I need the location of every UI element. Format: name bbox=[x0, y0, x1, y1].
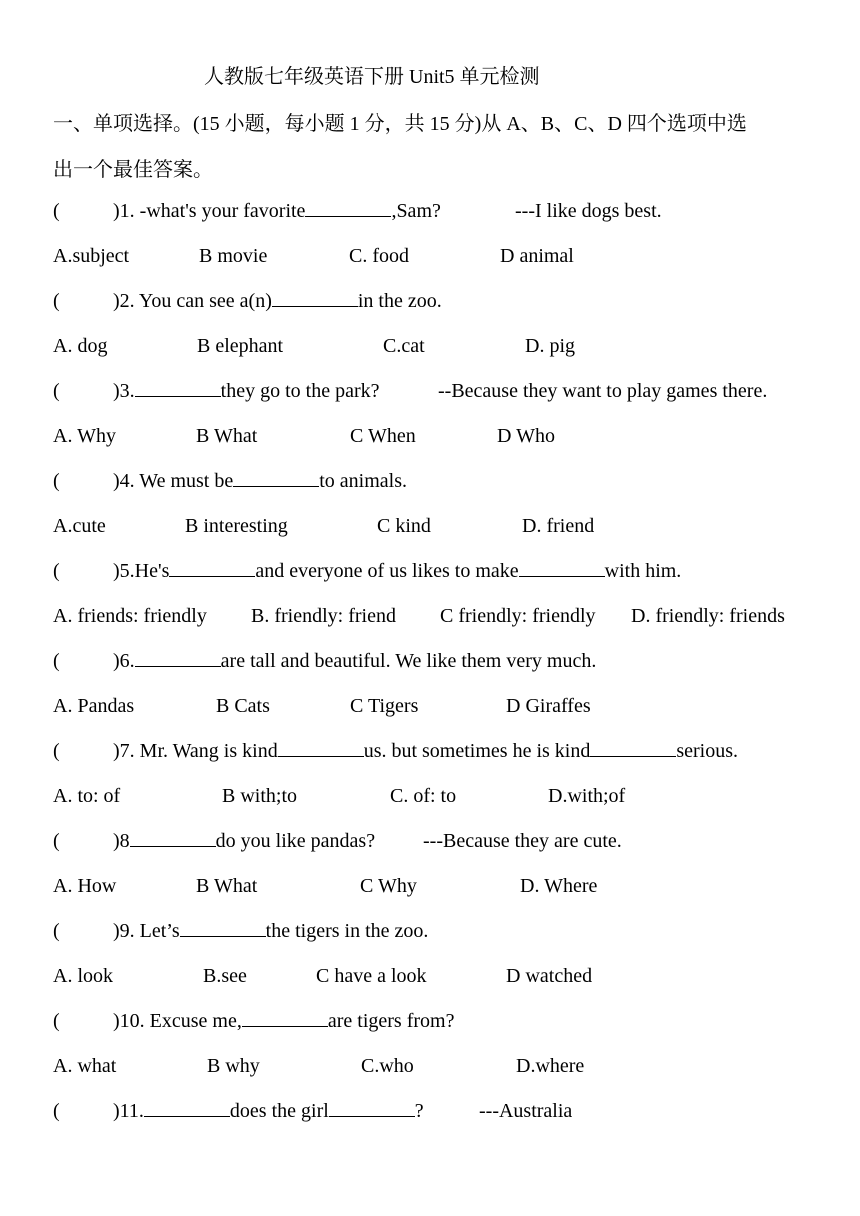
question-stem-tail: do you like pandas? bbox=[215, 830, 376, 852]
option-a: A. to: of bbox=[53, 785, 121, 807]
answer-blank[interactable] bbox=[135, 378, 221, 397]
option-c: C.who bbox=[361, 1055, 414, 1077]
answer-blank[interactable] bbox=[180, 918, 266, 937]
option-d: D Giraffes bbox=[506, 695, 591, 717]
question-stem-tail: they go to the park? bbox=[220, 380, 380, 402]
option-c: C. food bbox=[349, 245, 409, 267]
option-a: A.cute bbox=[53, 515, 106, 537]
option-a: A.subject bbox=[53, 245, 130, 267]
paren-open: ( bbox=[53, 740, 60, 762]
options-10 bbox=[53, 1051, 813, 1081]
question-number: )8 bbox=[113, 830, 130, 852]
question-1 bbox=[53, 196, 813, 226]
question-number: )10. Excuse me, bbox=[113, 1010, 242, 1032]
question-stem bbox=[113, 376, 380, 406]
option-c: C kind bbox=[377, 515, 431, 537]
question-stem-tail: the tigers in the zoo. bbox=[265, 920, 429, 942]
paren-open: ( bbox=[53, 470, 60, 492]
option-c: C have a look bbox=[316, 965, 427, 987]
question-number: )2. You can see a(n) bbox=[113, 290, 272, 312]
answer-blank[interactable] bbox=[169, 558, 255, 577]
question-3 bbox=[53, 376, 813, 406]
answer-blank[interactable] bbox=[144, 1098, 230, 1117]
options-5 bbox=[53, 601, 813, 631]
question-stem-tail: with him. bbox=[604, 560, 682, 582]
option-b: B with;to bbox=[222, 785, 298, 807]
question-stem bbox=[113, 736, 738, 766]
page-title: 人教版七年级英语下册 Unit5 单元检测 bbox=[204, 66, 540, 88]
answer-blank[interactable] bbox=[519, 558, 605, 577]
question-5 bbox=[53, 556, 813, 586]
question-stem-tail: are tall and beautiful. We like them very much. bbox=[220, 650, 597, 672]
answer-blank[interactable] bbox=[233, 468, 319, 487]
question-11 bbox=[53, 1096, 813, 1126]
option-c: C Why bbox=[360, 875, 417, 897]
question-stem bbox=[113, 556, 681, 586]
paren-open: ( bbox=[53, 650, 60, 672]
question-reply: ---Australia bbox=[479, 1100, 573, 1122]
paren-open: ( bbox=[53, 380, 60, 402]
question-number: )4. We must be bbox=[113, 470, 234, 492]
options-3 bbox=[53, 421, 813, 451]
section-heading-line2: 出一个最佳答案。 bbox=[53, 159, 213, 181]
option-a: A. dog bbox=[53, 335, 108, 357]
paren-open: ( bbox=[53, 560, 60, 582]
answer-blank[interactable] bbox=[590, 738, 676, 757]
option-a: A. look bbox=[53, 965, 113, 987]
question-stem bbox=[113, 826, 375, 856]
question-reply: ---I like dogs best. bbox=[515, 200, 662, 222]
paren-open: ( bbox=[53, 920, 60, 942]
question-6 bbox=[53, 646, 813, 676]
option-b: B.see bbox=[203, 965, 247, 987]
options-4 bbox=[53, 511, 813, 541]
question-stem-tail: to animals. bbox=[319, 470, 407, 492]
question-number: )5.He's bbox=[113, 560, 170, 582]
option-d: D watched bbox=[506, 965, 593, 987]
question-stem bbox=[113, 916, 428, 946]
question-stem-tail: ? bbox=[414, 1100, 424, 1122]
paren-open: ( bbox=[53, 1010, 60, 1032]
option-b: B movie bbox=[199, 245, 268, 267]
answer-blank[interactable] bbox=[272, 288, 358, 307]
paren-open: ( bbox=[53, 1100, 60, 1122]
options-7 bbox=[53, 781, 813, 811]
question-7 bbox=[53, 736, 813, 766]
question-stem-mid: and everyone of us likes to make bbox=[255, 560, 519, 582]
question-stem bbox=[113, 1006, 454, 1036]
question-number: )11. bbox=[113, 1100, 144, 1122]
question-stem bbox=[113, 646, 596, 676]
answer-blank[interactable] bbox=[278, 738, 364, 757]
question-stem-tail: in the zoo. bbox=[357, 290, 442, 312]
question-number: )6. bbox=[113, 650, 135, 672]
option-a: A. friends: friendly bbox=[53, 605, 207, 627]
option-b: B why bbox=[207, 1055, 260, 1077]
question-reply: ---Because they are cute. bbox=[423, 830, 622, 852]
option-d: D.with;of bbox=[548, 785, 626, 807]
option-c: C. of: to bbox=[390, 785, 457, 807]
option-d: D. friend bbox=[522, 515, 595, 537]
option-d: D. pig bbox=[525, 335, 575, 357]
section-heading-line1: 一、单项选择。(15 小题，每小题 1 分，共 15 分)从 A、B、C、D 四个选项中选 bbox=[53, 113, 747, 135]
option-b: B What bbox=[196, 875, 258, 897]
option-d: D. Where bbox=[520, 875, 598, 897]
question-10 bbox=[53, 1006, 813, 1036]
question-number: )3. bbox=[113, 380, 135, 402]
option-c: C Tigers bbox=[350, 695, 419, 717]
question-stem bbox=[113, 466, 407, 496]
question-stem-tail: ,Sam? bbox=[391, 200, 441, 222]
option-c: C.cat bbox=[383, 335, 425, 357]
question-4 bbox=[53, 466, 813, 496]
option-d: D Who bbox=[497, 425, 555, 447]
option-a: A. How bbox=[53, 875, 117, 897]
question-stem-mid: us. but sometimes he is kind bbox=[363, 740, 591, 762]
option-c: C When bbox=[350, 425, 416, 447]
option-b: B elephant bbox=[197, 335, 284, 357]
options-9 bbox=[53, 961, 813, 991]
option-a: A. Pandas bbox=[53, 695, 135, 717]
option-d: D animal bbox=[500, 245, 574, 267]
option-b: B interesting bbox=[185, 515, 288, 537]
question-number: )1. -what's your favorite bbox=[113, 200, 306, 222]
question-stem-tail: are tigers from? bbox=[327, 1010, 455, 1032]
paren-open: ( bbox=[53, 200, 60, 222]
answer-blank[interactable] bbox=[242, 1008, 328, 1027]
answer-blank[interactable] bbox=[305, 198, 391, 217]
question-reply: --Because they want to play games there. bbox=[438, 380, 768, 402]
option-b: B Cats bbox=[216, 695, 270, 717]
paren-open: ( bbox=[53, 290, 60, 312]
answer-blank[interactable] bbox=[135, 648, 221, 667]
question-stem-mid: does the girl bbox=[229, 1100, 329, 1122]
options-8 bbox=[53, 871, 813, 901]
answer-blank[interactable] bbox=[329, 1098, 415, 1117]
question-stem bbox=[113, 1096, 424, 1126]
question-2 bbox=[53, 286, 813, 316]
question-8 bbox=[53, 826, 813, 856]
question-9 bbox=[53, 916, 813, 946]
option-c: C friendly: friendly bbox=[440, 605, 596, 627]
option-d: D.where bbox=[516, 1055, 585, 1077]
options-1 bbox=[53, 241, 813, 271]
option-d: D. friendly: friends bbox=[631, 605, 785, 627]
answer-blank[interactable] bbox=[130, 828, 216, 847]
options-6 bbox=[53, 691, 813, 721]
question-stem-tail: serious. bbox=[676, 740, 739, 762]
options-2 bbox=[53, 331, 813, 361]
question-stem bbox=[113, 196, 441, 226]
option-a: A. Why bbox=[53, 425, 116, 447]
option-b: B What bbox=[196, 425, 258, 447]
question-stem bbox=[113, 286, 442, 316]
question-number: )7. Mr. Wang is kind bbox=[113, 740, 278, 762]
question-number: )9. Let’s bbox=[113, 920, 180, 942]
paren-open: ( bbox=[53, 830, 60, 852]
option-b: B. friendly: friend bbox=[251, 605, 396, 627]
option-a: A. what bbox=[53, 1055, 117, 1077]
